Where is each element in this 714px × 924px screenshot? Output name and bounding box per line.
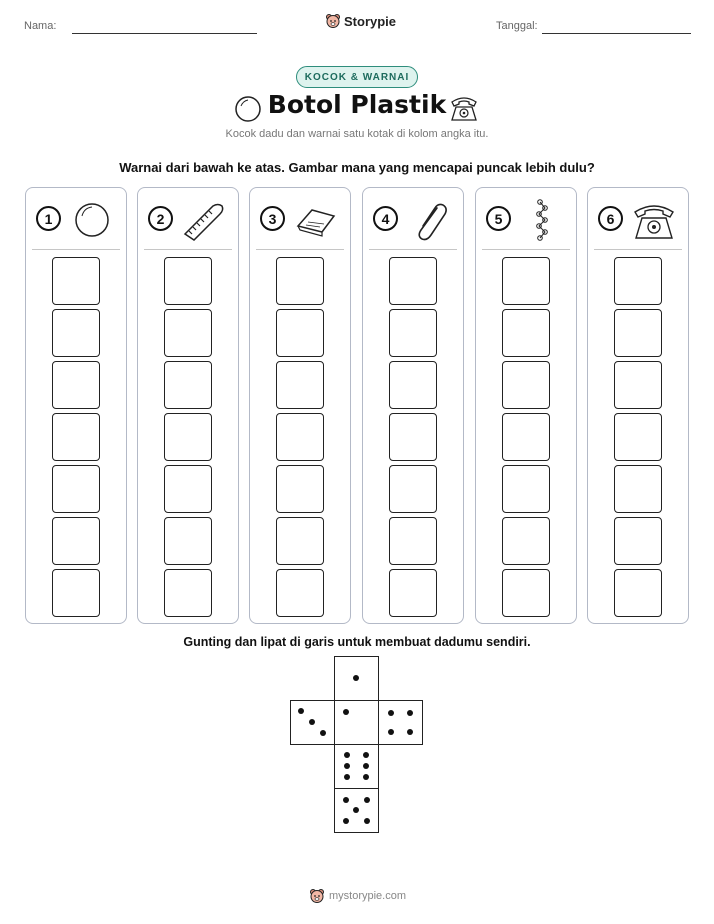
bear-logo-icon — [325, 13, 341, 29]
dice-pip — [388, 729, 394, 735]
color-box[interactable] — [164, 569, 212, 617]
color-box[interactable] — [389, 517, 437, 565]
dice-face-1 — [334, 656, 379, 701]
dice-pip — [353, 807, 359, 813]
color-box[interactable] — [52, 413, 100, 461]
dice-pip — [363, 774, 369, 780]
date-label: Tanggal: — [496, 20, 538, 32]
color-box[interactable] — [276, 309, 324, 357]
dice-pip — [388, 710, 394, 716]
color-box[interactable] — [52, 465, 100, 513]
color-box[interactable] — [614, 309, 662, 357]
color-box[interactable] — [52, 517, 100, 565]
color-box[interactable] — [614, 569, 662, 617]
color-box[interactable] — [389, 257, 437, 305]
color-box[interactable] — [389, 413, 437, 461]
column-divider — [144, 249, 232, 250]
coloring-instruction: Warnai dari bawah ke atas. Gambar mana yang mencapai puncak lebih dulu? — [119, 160, 595, 175]
column-3 — [249, 187, 351, 624]
column-2 — [137, 187, 239, 624]
color-box[interactable] — [164, 309, 212, 357]
dice-pip — [343, 709, 349, 715]
color-box[interactable] — [502, 569, 550, 617]
color-box[interactable] — [52, 569, 100, 617]
date-line — [542, 33, 691, 34]
color-box[interactable] — [276, 465, 324, 513]
color-box[interactable] — [52, 257, 100, 305]
color-box[interactable] — [614, 517, 662, 565]
name-label: Nama: — [24, 20, 57, 32]
dice-pip — [344, 774, 350, 780]
dice-pip — [309, 719, 315, 725]
column-divider — [256, 249, 344, 250]
brand-logo — [325, 13, 396, 29]
color-box[interactable] — [164, 361, 212, 409]
color-box[interactable] — [502, 517, 550, 565]
color-box[interactable] — [389, 569, 437, 617]
column-divider — [369, 249, 457, 250]
napkin-icon — [294, 198, 338, 242]
color-box[interactable] — [389, 361, 437, 409]
footer — [309, 888, 406, 904]
color-box[interactable] — [502, 309, 550, 357]
dice-pip — [344, 752, 350, 758]
brand-name: Storypie — [344, 13, 397, 29]
dice-face-1-center — [334, 700, 379, 745]
dice-pip — [363, 752, 369, 758]
dice-pip — [353, 675, 359, 681]
column-4 — [362, 187, 464, 624]
telephone-icon — [632, 198, 676, 242]
comb-icon — [182, 198, 226, 242]
color-box[interactable] — [502, 257, 550, 305]
bear-logo-icon — [309, 888, 325, 904]
column-divider — [594, 249, 682, 250]
column-number: 1 — [36, 206, 61, 231]
dice-face-3 — [290, 700, 335, 745]
paperclip-icon — [407, 198, 451, 242]
cut-instruction: Gunting dan lipat di garis untuk membuat dadumu sendiri. — [183, 635, 531, 649]
dice-pip — [298, 708, 304, 714]
telephone-icon — [448, 92, 480, 124]
color-box[interactable] — [52, 361, 100, 409]
dice-pip — [364, 797, 370, 803]
color-box[interactable] — [276, 257, 324, 305]
column-number: 3 — [260, 206, 285, 231]
color-box[interactable] — [614, 413, 662, 461]
color-box[interactable] — [52, 309, 100, 357]
color-box[interactable] — [502, 465, 550, 513]
dice-face-6 — [334, 744, 379, 789]
dice-face-5 — [334, 788, 379, 833]
dice-pip — [407, 710, 413, 716]
color-box[interactable] — [276, 361, 324, 409]
color-box[interactable] — [614, 257, 662, 305]
color-box[interactable] — [502, 413, 550, 461]
column-5 — [475, 187, 577, 624]
color-box[interactable] — [276, 517, 324, 565]
page-title: Botol Plastik — [267, 90, 447, 119]
column-number: 6 — [598, 206, 623, 231]
dice-pip — [364, 818, 370, 824]
column-number: 2 — [148, 206, 173, 231]
color-box[interactable] — [389, 309, 437, 357]
color-box[interactable] — [389, 465, 437, 513]
color-box[interactable] — [164, 413, 212, 461]
color-box[interactable] — [164, 465, 212, 513]
column-number: 5 — [486, 206, 511, 231]
activity-badge: KOCOK & WARNAI — [296, 66, 418, 88]
color-box[interactable] — [164, 257, 212, 305]
dice-pip — [407, 729, 413, 735]
color-box[interactable] — [164, 517, 212, 565]
color-box[interactable] — [502, 361, 550, 409]
column-6 — [587, 187, 689, 624]
dice-face-4 — [378, 700, 423, 745]
column-number: 4 — [373, 206, 398, 231]
dice-pip — [343, 818, 349, 824]
bubble-icon — [70, 198, 114, 242]
dice-pip — [320, 730, 326, 736]
subtitle: Kocok dadu dan warnai satu kotak di kolom angka itu. — [225, 128, 489, 140]
column-divider — [482, 249, 570, 250]
name-line — [72, 33, 257, 34]
dice-pip — [343, 797, 349, 803]
molecule-icon — [520, 198, 564, 242]
color-box[interactable] — [614, 361, 662, 409]
column-1 — [25, 187, 127, 624]
column-divider — [32, 249, 120, 250]
dice-pip — [363, 763, 369, 769]
footer-url: mystorypie.com — [329, 890, 407, 902]
color-box[interactable] — [276, 413, 324, 461]
dice-pip — [344, 763, 350, 769]
color-box[interactable] — [276, 569, 324, 617]
color-box[interactable] — [614, 465, 662, 513]
